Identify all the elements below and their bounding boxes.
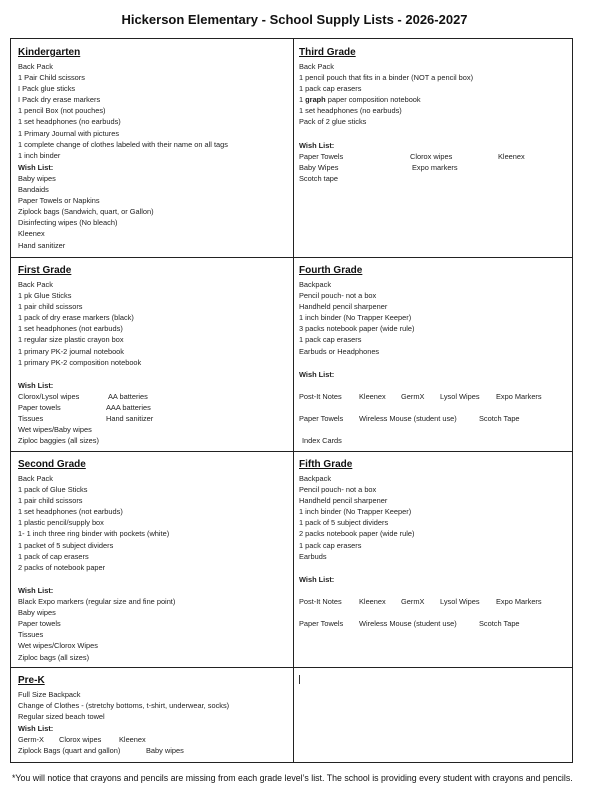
- fourth-grade-title: Fourth Grade: [299, 265, 363, 276]
- list-item: 1 complete change of clothes labeled with their name on all tags: [18, 139, 228, 149]
- wish-item: Kleenex: [498, 151, 525, 161]
- footnote: *You will notice that crayons and pencils are missing from each grade level’s list. The school is providing every student with crayons and pencils.: [12, 773, 573, 783]
- column-divider: [293, 39, 294, 762]
- list-item: Back Pack: [18, 474, 53, 483]
- list-item: 1 set headphones (not earbuds): [18, 507, 123, 517]
- wish-row: [299, 596, 542, 607]
- list-item: Pencil pouch- not a box: [299, 291, 377, 301]
- wish-row: [299, 413, 520, 424]
- third-grade-cell: [299, 47, 525, 184]
- row-divider: [11, 257, 572, 258]
- wish-item: Expo Markers: [496, 391, 542, 401]
- list-item: Change of Clothes - (stretchy bottoms, t-shirt, underwear, socks): [18, 701, 230, 711]
- wish-item: Black Expo markers (regular size and fine point): [18, 597, 176, 607]
- wish-item: Clorox wipes: [410, 151, 453, 161]
- graph-item-prefix: 1: [299, 95, 306, 105]
- list-item: 2 packs notebook paper (wide rule): [299, 529, 415, 539]
- wish-item: Baby wipes: [18, 173, 56, 183]
- wish-row: [299, 618, 520, 629]
- wish-item: Expo Markers: [496, 597, 542, 607]
- wish-item: Expo markers: [412, 162, 458, 172]
- list-item: 1 set headphones (not earbuds): [18, 324, 123, 334]
- wish-item: Paper towels: [18, 403, 61, 413]
- row-divider: [11, 451, 572, 452]
- wish-list-label: Wish List:: [18, 724, 54, 734]
- list-item: Pencil pouch- not a box: [299, 485, 377, 495]
- wish-item: Wet wipes/Clorox Wipes: [18, 641, 98, 651]
- wish-item: Post-It Notes: [299, 597, 342, 607]
- list-item: 3 packs notebook paper (wide rule): [299, 324, 415, 334]
- list-item: 1 set headphones (no earbuds): [18, 117, 121, 127]
- list-item: [299, 94, 473, 105]
- prek-title: Pre-K: [18, 675, 45, 686]
- wish-row: [299, 391, 542, 402]
- row-divider: [11, 667, 572, 668]
- list-item: I Pack glue sticks: [18, 84, 76, 94]
- wish-row: [18, 734, 229, 745]
- list-item: 1 pair child scissors: [18, 302, 83, 312]
- wish-list-label: Wish List:: [299, 369, 335, 379]
- wish-row: [18, 424, 141, 435]
- wish-item: GermX: [401, 597, 425, 607]
- fifth-grade-title: Fifth Grade: [299, 459, 353, 470]
- wish-row: [18, 435, 141, 446]
- list-item: Regular sized beach towel: [18, 712, 105, 722]
- list-item: 1 pack cap erasers: [299, 84, 362, 94]
- wish-row: [299, 151, 525, 162]
- wish-list-label: Wish List:: [18, 380, 54, 390]
- wish-item: Paper towels: [18, 619, 61, 629]
- list-item: 1 pack cap erasers: [299, 540, 362, 550]
- wish-item: Baby Wipes: [299, 162, 339, 172]
- list-item: 1 pack cap erasers: [299, 335, 362, 345]
- list-item: 1 pk Glue Sticks: [18, 291, 72, 301]
- list-item: 1- 1 inch three ring binder with pockets (white): [18, 529, 170, 539]
- prek-cell: [18, 675, 229, 757]
- list-item: 1 primary PK-2 composition notebook: [18, 357, 142, 367]
- supply-table: [10, 38, 573, 763]
- wish-item: Ziplock bags (Sandwich, quart, or Gallon): [18, 207, 154, 217]
- wish-item: Paper Towels: [299, 619, 344, 629]
- fifth-grade-cell: [299, 459, 542, 629]
- wish-list-label: Wish List:: [18, 585, 54, 595]
- wish-item: Lysol Wipes: [440, 391, 480, 401]
- wish-item: Baby wipes: [18, 608, 56, 618]
- list-item: Backpack: [299, 280, 332, 289]
- list-item: 1 pencil pouch that fits in a binder (NOT a pencil box): [299, 73, 474, 83]
- list-item: 1 pack of cap erasers: [18, 551, 89, 561]
- list-item: 1 packet of 5 subject dividers: [18, 540, 114, 550]
- list-item: 1 inch binder: [18, 150, 61, 160]
- list-item: 1 regular size plastic crayon box: [18, 335, 124, 345]
- wish-item: Kleenex: [18, 229, 45, 239]
- list-item: 1 set headphones (no earbuds): [299, 106, 402, 116]
- wish-item: Ziploc baggies (all sizes): [18, 436, 99, 446]
- wish-item: Ziplock Bags (quart and gallon): [18, 746, 121, 756]
- wish-item: Paper Towels: [299, 151, 344, 161]
- list-item: 2 packs of notebook paper: [18, 562, 106, 572]
- list-item: Back Pack: [299, 62, 334, 71]
- list-item: 1 pack of 5 subject dividers: [299, 518, 389, 528]
- wish-item: AAA batteries: [106, 403, 151, 413]
- wish-list-label: Wish List:: [299, 140, 335, 150]
- wish-item: AA batteries: [108, 391, 148, 401]
- list-item: Earbuds: [299, 551, 327, 561]
- list-item: 1 inch binder (No Trapper Keeper): [299, 313, 412, 323]
- wish-item: Scotch Tape: [479, 414, 520, 424]
- wish-item: Germ-X: [18, 735, 44, 745]
- list-item: 1 plastic pencil/supply box: [18, 518, 104, 528]
- wish-row: [18, 402, 151, 413]
- second-grade-title: Second Grade: [18, 459, 86, 470]
- wish-item: Wireless Mouse (student use): [359, 414, 457, 424]
- wish-item: Index Cards: [302, 436, 342, 446]
- wish-item: Clorox/Lysol wipes: [18, 391, 80, 401]
- graph-item-bold: graph: [305, 95, 326, 105]
- wish-item: Kleenex: [359, 391, 386, 401]
- list-item: Back Pack: [18, 62, 53, 71]
- wish-row: [18, 391, 148, 402]
- wish-item: Kleenex: [119, 735, 146, 745]
- wish-item: Bandaids: [18, 185, 49, 195]
- wish-item: Ziploc bags (all sizes): [18, 652, 90, 662]
- wish-list-label: Wish List:: [299, 574, 335, 584]
- list-item: Handheld pencil sharpener: [299, 496, 388, 506]
- wish-item: Post-It Notes: [299, 391, 342, 401]
- wish-item: Wireless Mouse (student use): [359, 619, 457, 629]
- wish-item: Hand sanitizer: [18, 240, 66, 250]
- kindergarten-cell: [18, 47, 228, 251]
- wish-item: Lysol Wipes: [440, 597, 480, 607]
- wish-row: [299, 435, 414, 446]
- wish-item: Tissues: [18, 630, 44, 640]
- wish-item: GermX: [401, 391, 425, 401]
- list-item: Handheld pencil sharpener: [299, 302, 388, 312]
- list-item: 1 pair child scissors: [18, 496, 83, 506]
- wish-item: Paper Towels or Napkins: [18, 196, 100, 206]
- first-grade-cell: [18, 265, 154, 446]
- wish-row: [299, 162, 473, 173]
- list-item: Full Size Backpack: [18, 690, 81, 699]
- wish-item: Baby wipes: [146, 746, 184, 756]
- second-grade-cell: [18, 459, 175, 663]
- list-item: Earbuds or Headphones: [299, 346, 380, 356]
- text-cursor[interactable]: [299, 675, 300, 684]
- wish-item: Clorox wipes: [59, 735, 102, 745]
- wish-row: [18, 745, 229, 756]
- third-grade-title: Third Grade: [299, 47, 356, 58]
- list-item: 1 pencil Box (not pouches): [18, 106, 106, 116]
- list-item: Backpack: [299, 474, 332, 483]
- list-item: 1 Pair Child scissors: [18, 73, 85, 83]
- kindergarten-title: Kindergarten: [18, 47, 81, 58]
- wish-item: Hand sanitizer: [106, 414, 154, 424]
- list-item: I Pack dry erase markers: [18, 95, 101, 105]
- wish-row: [299, 173, 473, 184]
- wish-item: Disinfecting wipes (No bleach): [18, 218, 118, 228]
- fourth-grade-cell: [299, 265, 542, 446]
- list-item: Back Pack: [18, 280, 53, 289]
- wish-item: Wet wipes/Baby wipes: [18, 425, 92, 435]
- list-item: 1 primary PK-2 journal notebook: [18, 346, 124, 356]
- wish-item: Kleenex: [359, 597, 386, 607]
- wish-item: Tissues: [18, 414, 44, 424]
- list-item: 1 Primary Journal with pictures: [18, 128, 120, 138]
- first-grade-title: First Grade: [18, 265, 72, 276]
- wish-row: [18, 413, 154, 424]
- list-item: Pack of 2 glue sticks: [299, 117, 367, 127]
- wish-item: Scotch Tape: [479, 619, 520, 629]
- list-item: 1 pack of dry erase markers (black): [18, 313, 134, 323]
- page-title: Hickerson Elementary - School Supply Lists - 2026-2027: [121, 12, 468, 27]
- list-item: 1 inch binder (No Trapper Keeper): [299, 507, 412, 517]
- wish-item: Scotch tape: [299, 173, 339, 183]
- list-item: 1 pack of Glue Sticks: [18, 485, 88, 495]
- wish-item: Paper Towels: [299, 414, 344, 424]
- graph-item-suffix: paper composition notebook: [325, 95, 421, 105]
- wish-list-label: Wish List:: [18, 162, 54, 172]
